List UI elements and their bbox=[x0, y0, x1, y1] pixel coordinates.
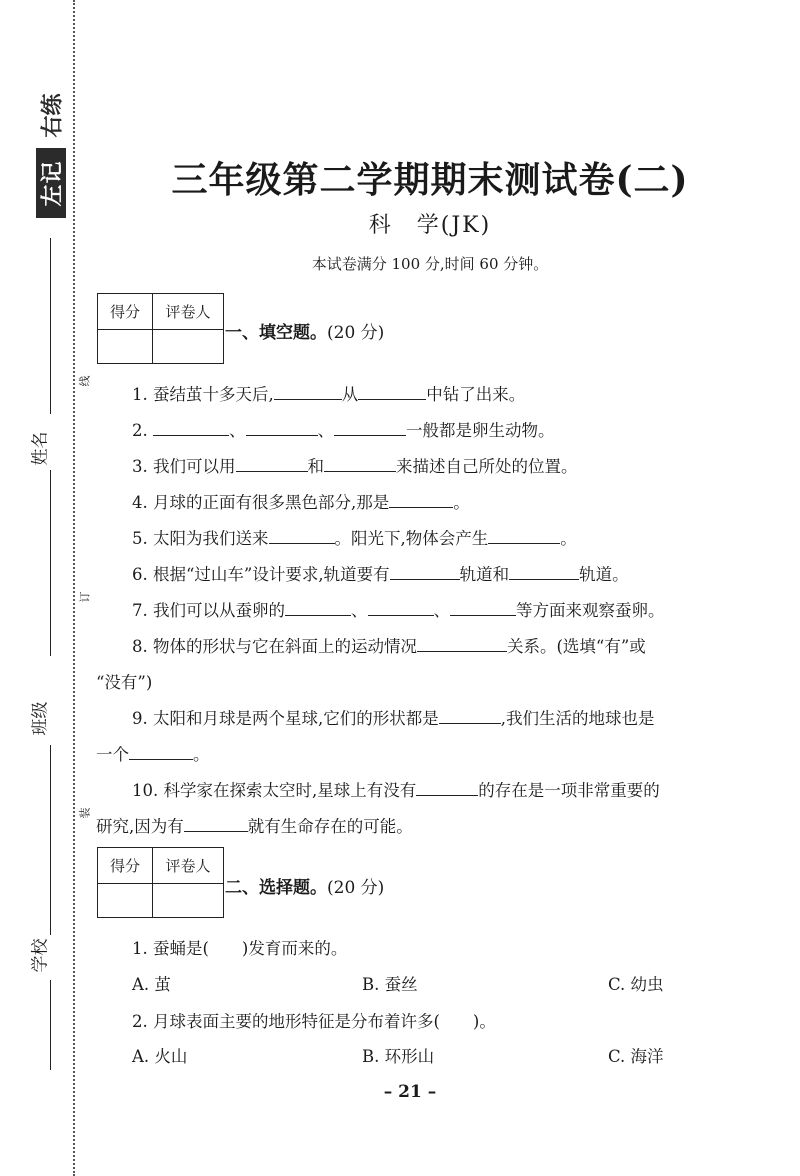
brand-logo bbox=[30, 84, 70, 214]
brand-text-right: 右练 bbox=[40, 92, 66, 138]
question-1-5: 5. 太阳为我们送来 。阳光下,物体会产生 。 bbox=[132, 529, 577, 548]
answer-blank[interactable] bbox=[390, 563, 460, 580]
question-1-2: 2. 、 、 一般都是卵生动物。 bbox=[132, 421, 555, 440]
answer-blank[interactable] bbox=[184, 815, 248, 832]
class-line bbox=[50, 745, 51, 935]
answer-blank[interactable] bbox=[334, 419, 406, 436]
section2-title: 二、选择题。(20 分) bbox=[225, 878, 385, 898]
answer-blank[interactable] bbox=[509, 563, 579, 580]
score-box-2 bbox=[97, 847, 224, 918]
answer-blank[interactable] bbox=[439, 707, 501, 724]
section1-title: 一、填空题。(20 分) bbox=[225, 323, 385, 343]
answer-blank[interactable] bbox=[389, 491, 453, 508]
cut-mark-ding: 订 bbox=[78, 591, 91, 603]
answer-blank[interactable] bbox=[358, 383, 426, 400]
option-a[interactable]: A. 火山 bbox=[132, 1047, 188, 1066]
exam-subject: 科 学(JK) bbox=[368, 213, 492, 238]
school-label: 学校 bbox=[30, 938, 51, 972]
question-1-7: 7. 我们可以从蚕卵的 、 、 等方面来观察蚕卵。 bbox=[132, 601, 665, 620]
grader-cell[interactable] bbox=[153, 330, 224, 364]
question-1-9: 9. 太阳和月球是两个星球,它们的形状都是 ,我们生活的地球也是 bbox=[132, 709, 655, 728]
option-a[interactable]: A. 茧 bbox=[132, 975, 171, 994]
score-cell[interactable] bbox=[98, 330, 153, 364]
answer-blank[interactable] bbox=[236, 455, 308, 472]
answer-blank[interactable] bbox=[368, 599, 434, 616]
score-cell[interactable] bbox=[98, 884, 153, 918]
option-c[interactable]: C. 海洋 bbox=[608, 1047, 664, 1066]
answer-blank[interactable] bbox=[246, 419, 318, 436]
answer-blank[interactable] bbox=[488, 527, 560, 544]
question-1-6: 6. 根据“过山车”设计要求,轨道要有 轨道和 轨道。 bbox=[132, 565, 629, 584]
school-line bbox=[50, 980, 51, 1070]
name-label: 姓名 bbox=[30, 431, 51, 465]
exam-note: 本试卷满分 100 分,时间 60 分钟。 bbox=[311, 255, 549, 273]
answer-blank[interactable] bbox=[129, 743, 193, 760]
answer-blank[interactable] bbox=[416, 779, 478, 796]
answer-blank[interactable] bbox=[417, 635, 507, 652]
question-1-10-cont: 研究,因为有 就有生命存在的可能。 bbox=[96, 817, 413, 836]
question-1-1: 1. 蚕结茧十多天后, 从 中钻了出来。 bbox=[132, 385, 526, 404]
answer-blank[interactable] bbox=[450, 599, 516, 616]
question-1-3: 3. 我们可以用 和 来描述自己所处的位置。 bbox=[132, 457, 578, 476]
grader-label: 评卷人 bbox=[153, 848, 224, 884]
cut-mark-zhuang: 装 bbox=[78, 807, 91, 819]
question-1-4: 4. 月球的正面有很多黑色部分,那是 。 bbox=[132, 493, 470, 512]
grader-cell[interactable] bbox=[153, 884, 224, 918]
score-box-1 bbox=[97, 293, 224, 364]
option-c[interactable]: C. 幼虫 bbox=[608, 975, 664, 994]
question-1-8-cont: “没有”) bbox=[96, 673, 153, 692]
answer-blank[interactable] bbox=[324, 455, 396, 472]
question-1-9-cont: 一个 。 bbox=[96, 745, 210, 764]
option-b[interactable]: B. 蚕丝 bbox=[362, 975, 418, 994]
page-number: – 21 – bbox=[383, 1082, 437, 1102]
answer-blank[interactable] bbox=[269, 527, 335, 544]
option-b[interactable]: B. 环形山 bbox=[362, 1047, 435, 1066]
name-line-lower bbox=[50, 470, 51, 656]
question-1-8: 8. 物体的形状与它在斜面上的运动情况 关系。(选填“有”或 bbox=[132, 637, 646, 656]
name-line bbox=[50, 238, 51, 414]
cut-mark-line: 线 bbox=[78, 375, 91, 387]
score-label: 得分 bbox=[98, 294, 153, 330]
answer-blank[interactable] bbox=[274, 383, 342, 400]
answer-blank[interactable] bbox=[153, 419, 229, 436]
exam-title: 三年级第二学期期末测试卷(二) bbox=[171, 159, 689, 201]
class-label: 班级 bbox=[30, 701, 51, 735]
score-label: 得分 bbox=[98, 848, 153, 884]
grader-label: 评卷人 bbox=[153, 294, 224, 330]
brand-text-left: 左记 bbox=[36, 148, 66, 218]
binding-dotted-line bbox=[73, 0, 75, 1176]
question-1-10: 10. 科学家在探索太空时,星球上有没有 的存在是一项非常重要的 bbox=[132, 781, 660, 800]
question-2-2: 2. 月球表面主要的地形特征是分布着许多( )。 bbox=[132, 1012, 496, 1031]
question-2-1: 1. 蚕蛹是( )发育而来的。 bbox=[132, 939, 348, 958]
answer-blank[interactable] bbox=[285, 599, 351, 616]
